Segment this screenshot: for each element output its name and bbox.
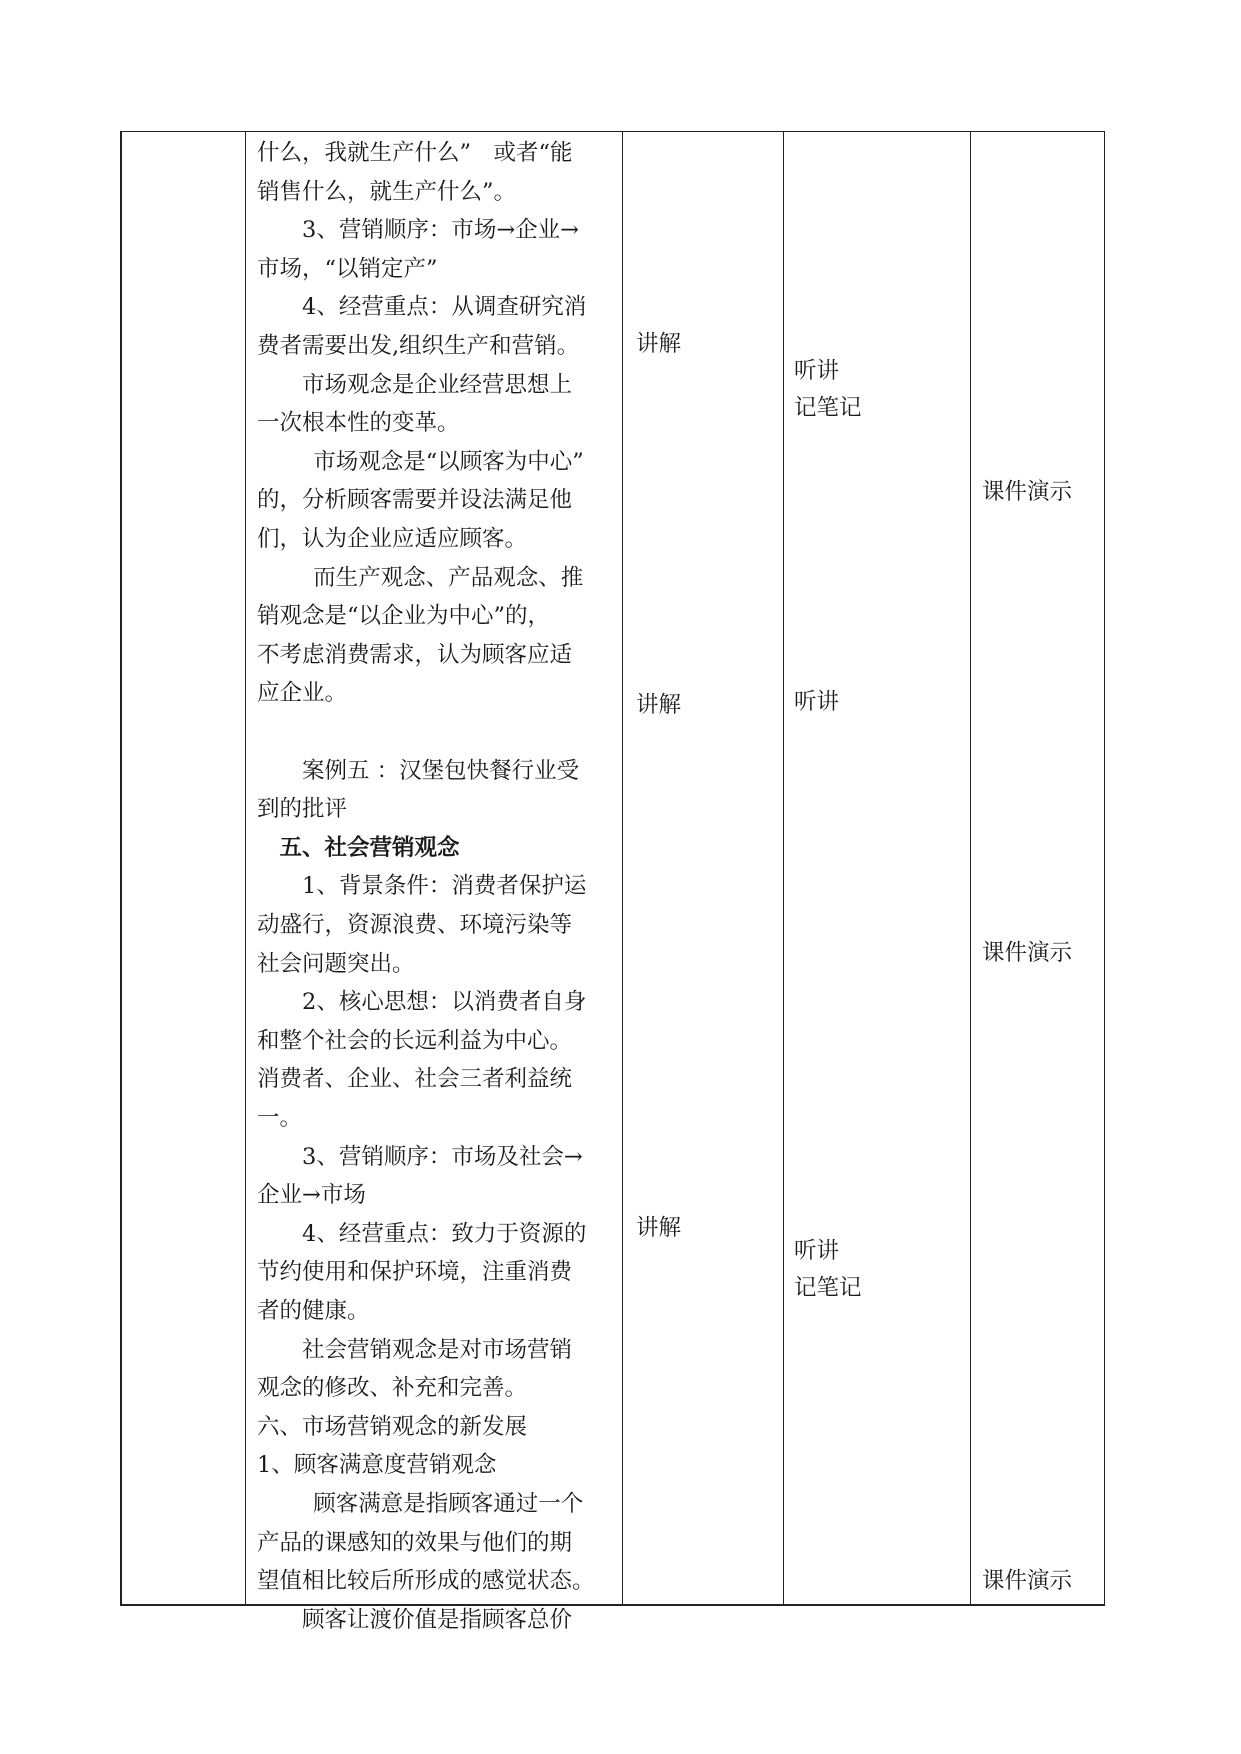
content-line: 市场，“以销定产” bbox=[257, 255, 438, 282]
content-line: 顾客满意是指顾客通过一个 bbox=[313, 1491, 584, 1517]
content-line: 顾客让渡价值是指顾客总价 bbox=[302, 1606, 573, 1633]
content-line: 动盛行，资源浪费、环境污染等 bbox=[257, 912, 573, 938]
content-line: 社会问题突出。 bbox=[257, 950, 415, 977]
content-line: 消费者、企业、社会三者利益统 bbox=[257, 1066, 573, 1093]
teacher-activity-1: 讲解 bbox=[636, 331, 682, 357]
content-line: 销观念是“以企业为中心”的， bbox=[257, 603, 551, 630]
section-heading: 五、社会营销观念 bbox=[279, 834, 460, 861]
content-line: 产品的课感知的效果与他们的期 bbox=[257, 1529, 573, 1556]
content-line: 企业→市场 bbox=[257, 1182, 366, 1209]
content-line: 的，分析顾客需要并设法满足他 bbox=[257, 487, 573, 514]
means-2: 课件演示 bbox=[982, 940, 1073, 966]
content-line: 4、经营重点：致力于资源的 bbox=[302, 1220, 587, 1247]
student-activity-5: 记笔记 bbox=[794, 1275, 862, 1301]
student-activity-3: 听讲 bbox=[794, 689, 840, 715]
content-line: 六、市场营销观念的新发展 bbox=[257, 1413, 528, 1440]
column-divider-4 bbox=[970, 132, 971, 1604]
column-divider-3 bbox=[783, 132, 784, 1604]
content-line: 社会营销观念是对市场营销 bbox=[302, 1336, 573, 1363]
means-3: 课件演示 bbox=[982, 1568, 1073, 1594]
content-line: 市场观念是“以顾客为中心” bbox=[313, 448, 584, 475]
content-line: 应企业。 bbox=[257, 680, 348, 707]
content-line: 3、营销顺序：市场及社会→ bbox=[302, 1143, 583, 1170]
content-line: 一。 bbox=[257, 1105, 303, 1131]
content-line: 而生产观念、产品观念、推 bbox=[313, 564, 584, 591]
content-line: 3、营销顺序：市场→企业→ bbox=[302, 217, 580, 244]
column-divider-1 bbox=[245, 132, 246, 1604]
content-line: 案例五 ：汉堡包快餐行业受 bbox=[302, 757, 580, 784]
content-line: 费者需要出发,组织生产和营销。 bbox=[257, 333, 580, 359]
teacher-activity-2: 讲解 bbox=[636, 692, 682, 718]
content-line: 者的健康。 bbox=[257, 1298, 370, 1324]
column-divider-2 bbox=[622, 132, 623, 1604]
student-activity-1: 听讲 bbox=[794, 358, 840, 384]
content-line: 市场观念是企业经营思想上 bbox=[302, 371, 573, 398]
content-line: 什么，我就生产什么” 或者“能 bbox=[257, 140, 573, 166]
content-line: 4、经营重点：从调查研究消 bbox=[302, 294, 587, 321]
content-line: 观念的修改、补充和完善。 bbox=[257, 1375, 528, 1402]
content-line: 们，认为企业应适应顾客。 bbox=[257, 526, 528, 552]
content-line: 2、核心思想：以消费者自身 bbox=[302, 989, 587, 1016]
content-line: 1、背景条件：消费者保护运 bbox=[302, 873, 587, 900]
content-line: 一次根本性的变革。 bbox=[257, 410, 460, 437]
student-activity-2: 记笔记 bbox=[794, 395, 862, 421]
content-line: 销售什么，就生产什么”。 bbox=[257, 178, 517, 205]
content-line: 节约使用和保护环境，注重消费 bbox=[257, 1259, 573, 1286]
student-activity-4: 听讲 bbox=[794, 1238, 840, 1264]
content-line: 和整个社会的长远利益为中心。 bbox=[257, 1027, 573, 1054]
content-line: 不考虑消费需求，认为顾客应适 bbox=[257, 641, 573, 668]
content-line: 到的批评 bbox=[257, 796, 348, 823]
content-line: 1、顾客满意度营销观念 bbox=[257, 1452, 497, 1479]
content-line: 望值相比较后所形成的感觉状态。 bbox=[257, 1568, 595, 1595]
means-1: 课件演示 bbox=[982, 479, 1073, 505]
teacher-activity-3: 讲解 bbox=[636, 1215, 682, 1241]
